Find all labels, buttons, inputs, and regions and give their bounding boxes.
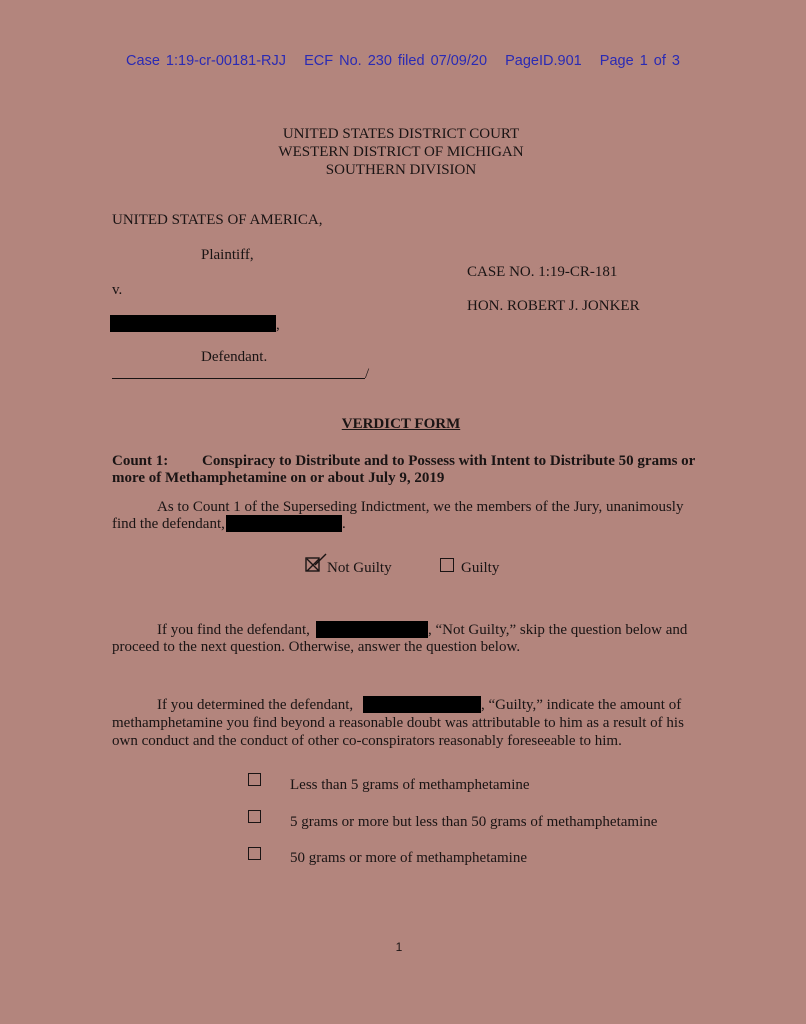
quantity-checkbox-50-or-more[interactable] [248, 847, 261, 860]
stamp-case: Case 1:19-cr-00181-RJJ [126, 53, 286, 69]
quantity-label-5-to-50: 5 grams or more but less than 50 grams of methamphetamine [290, 814, 658, 830]
checked-box-icon [305, 553, 329, 573]
case-number: CASE NO. 1:19-CR-181 [467, 264, 618, 280]
quantity-checkbox-5-to-50[interactable] [248, 810, 261, 823]
not-guilty-label: Not Guilty [327, 560, 392, 576]
page-number: 1 [395, 940, 403, 954]
stamp-pageid: PageID.901 [505, 53, 582, 69]
guilty-checkbox[interactable] [440, 558, 454, 572]
redacted-defendant-name [363, 696, 481, 713]
instruction-2-start: If you determined the defendant, [157, 697, 354, 713]
instruction-1-start: If you find the defendant, [157, 622, 310, 638]
count-label: Count 1: [112, 453, 169, 469]
caption-rule [112, 378, 365, 379]
count-para-line-1: As to Count 1 of the Superseding Indictment, we the members of the Jury, unanimously [157, 499, 684, 515]
plaintiff-name: UNITED STATES OF AMERICA, [112, 212, 323, 228]
versus: v. [112, 282, 123, 298]
instruction-2-end: , “Guilty,” indicate the amount of [481, 697, 682, 713]
ecf-header-stamp [0, 53, 806, 69]
redacted-defendant-name [316, 621, 428, 638]
plaintiff-role: Plaintiff, [201, 247, 254, 263]
quantity-label-less-than-5: Less than 5 grams of methamphetamine [290, 777, 530, 793]
not-guilty-checkbox[interactable] [305, 553, 329, 573]
court-heading [0, 125, 802, 179]
court-line-2: WESTERN DISTRICT OF MICHIGAN [278, 144, 524, 160]
redacted-defendant-name [226, 515, 342, 532]
instruction-1-line-2: proceed to the next question. Otherwise, answer the question below. [112, 639, 521, 655]
redacted-defendant-name [110, 315, 276, 332]
defendant-comma: , [276, 317, 280, 333]
court-line-1: UNITED STATES DISTRICT COURT [282, 126, 520, 142]
defendant-role: Defendant. [201, 349, 268, 365]
court-line-3: SOUTHERN DIVISION [325, 162, 477, 178]
stamp-ecf: ECF No. 230 filed 07/09/20 [304, 53, 488, 69]
count-para-period: . [342, 516, 346, 532]
quantity-label-50-or-more: 50 grams or more of methamphetamine [290, 850, 528, 866]
instruction-1-end: , “Not Guilty,” skip the question below and [428, 622, 688, 638]
count-heading-line-2: more of Methamphetamine on or about July 9, 2019 [112, 470, 445, 486]
instruction-2-line-2: methamphetamine you find beyond a reasonable doubt was attributable to him as a result of his [112, 715, 684, 731]
instruction-2-line-3: own conduct and the conduct of other co-conspirators reasonably foreseeable to him. [112, 733, 622, 749]
guilty-label: Guilty [461, 560, 500, 576]
quantity-checkbox-less-than-5[interactable] [248, 773, 261, 786]
stamp-page: Page 1 of 3 [599, 53, 680, 69]
judge-name: HON. ROBERT J. JONKER [467, 298, 640, 314]
form-title: VERDICT FORM [341, 416, 461, 432]
count-heading-line-1: Conspiracy to Distribute and to Possess with Intent to Distribute 50 grams or [202, 453, 696, 469]
count-para-line-2: find the defendant, [112, 516, 225, 532]
caption-slash: / [365, 366, 370, 382]
